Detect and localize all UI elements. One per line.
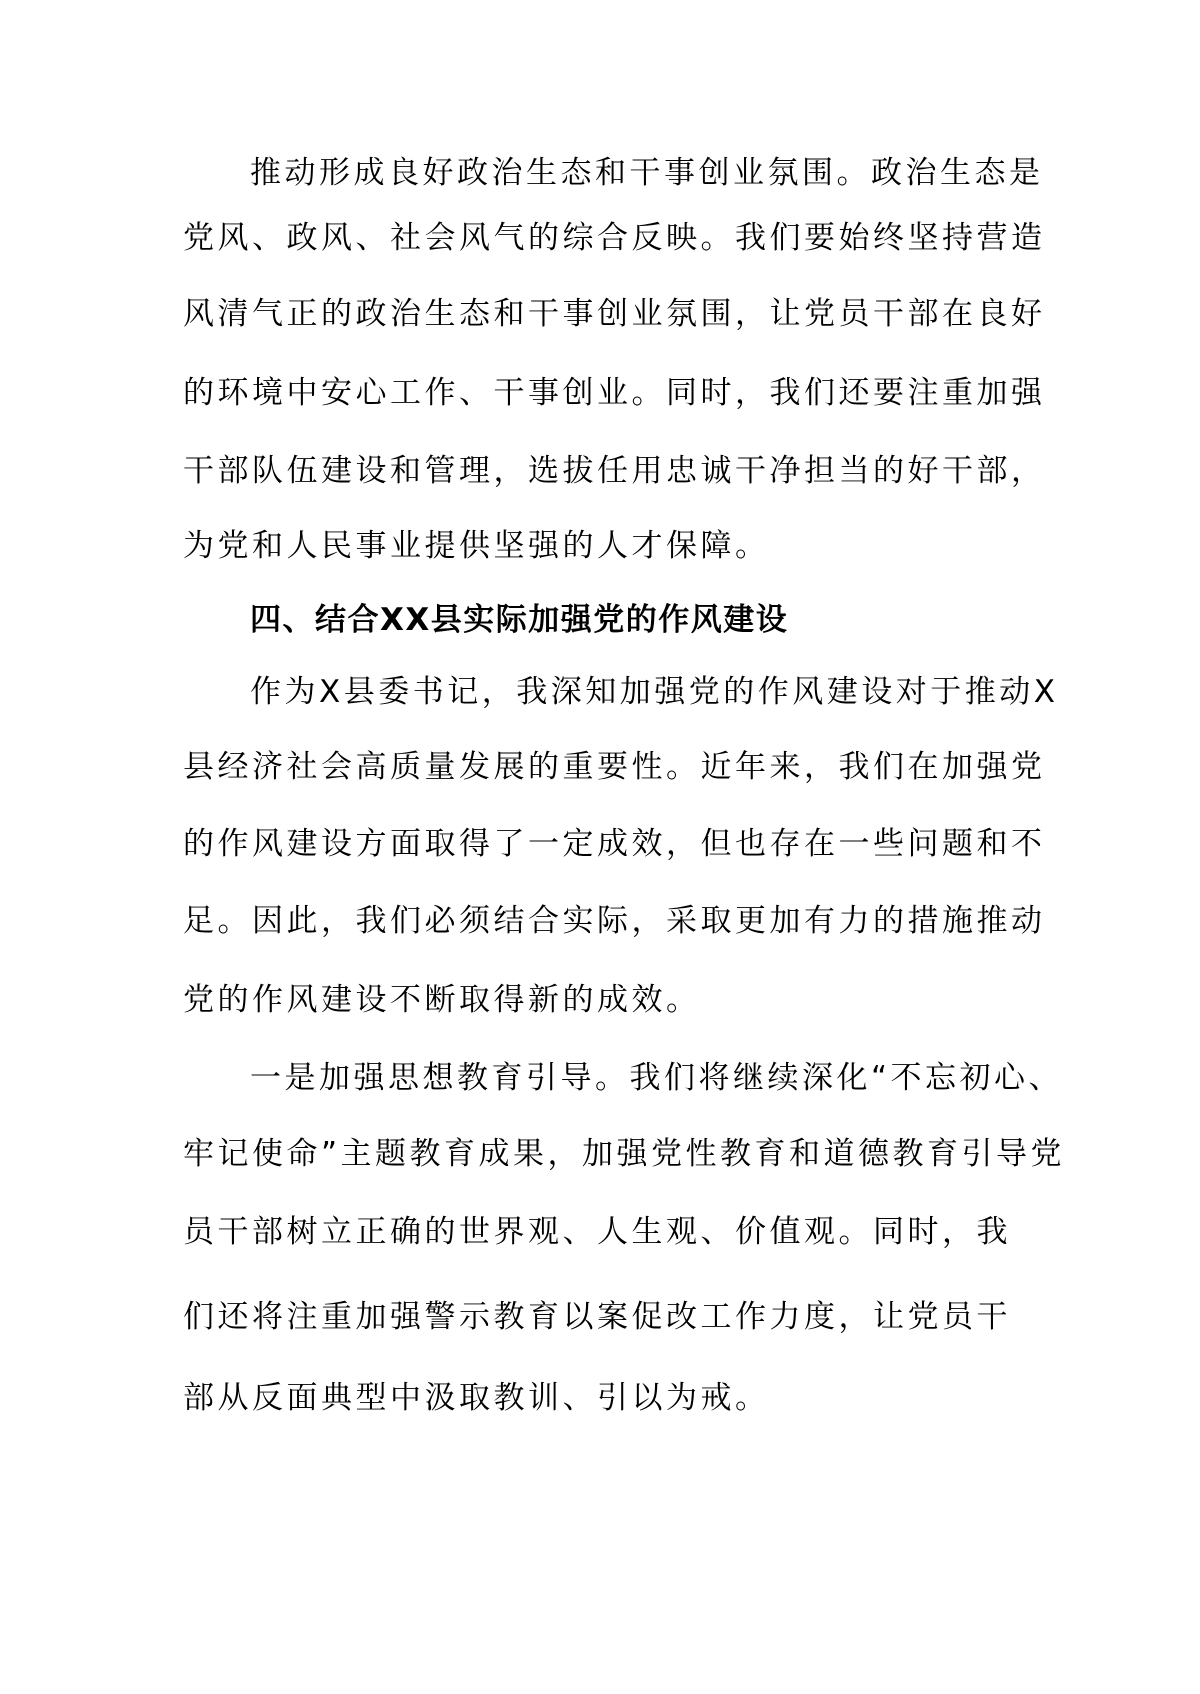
paragraph-line: 的环境中安心工作、干事创业。同时，我们还要注重加强 [183, 375, 1046, 411]
paragraph-line: 足。因此，我们必须结合实际，采取更加有力的措施推动 [183, 903, 1046, 939]
paragraph-line: 党风、政风、社会风气的综合反映。我们要始终坚持营造 [183, 220, 1046, 256]
paragraph-line: 县经济社会高质量发展的重要性。近年来，我们在加强党 [183, 749, 1046, 785]
paragraph-line: 干部队伍建设和管理，选拔任用忠诚干净担当的好干部， [183, 453, 1046, 489]
paragraph-line: 推动形成良好政治生态和干事创业氛围。政治生态是 [250, 155, 1044, 191]
paragraph-line: 的作风建设方面取得了一定成效，但也存在一些问题和不 [183, 826, 1046, 862]
paragraph-line: 牢记使命”主题教育成果，加强党性教育和道德教育引导党 [183, 1136, 1066, 1172]
paragraph-line: 一是加强思想教育引导。我们将继续深化“不忘初心、 [250, 1060, 1064, 1096]
paragraph-line: 为党和人民事业提供坚强的人才保障。 [183, 528, 770, 564]
section-heading: 四、结合XX县实际加强党的作风建设 [250, 602, 789, 638]
paragraph-line: 部从反面典型中汲取教训、引以为戒。 [183, 1380, 770, 1416]
paragraph-line: 作为X县委书记，我深知加强党的作风建设对于推动X [250, 674, 1059, 710]
paragraph-line: 风清气正的政治生态和干事创业氛围，让党员干部在良好 [183, 296, 1046, 332]
paragraph-line: 党的作风建设不断取得新的成效。 [183, 982, 701, 1018]
paragraph-line: 员干部树立正确的世界观、人生观、价值观。同时，我 [183, 1214, 1011, 1250]
paragraph-line: 们还将注重加强警示教育以案促改工作力度，让党员干 [183, 1299, 1011, 1335]
